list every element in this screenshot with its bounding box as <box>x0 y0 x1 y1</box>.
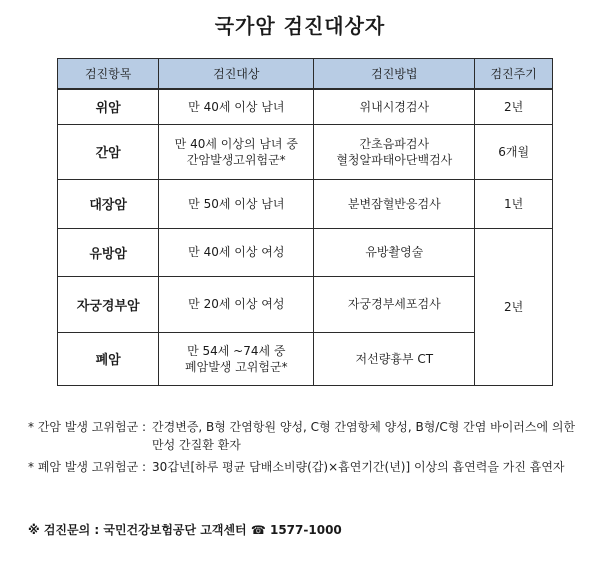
row-item: 폐암 <box>58 332 159 385</box>
page-title: 국가암 검진대상자 <box>214 14 386 38</box>
contact-label: ※ 검진문의 : 국민건강보험공단 고객센터 <box>28 523 247 537</box>
row-target: 만 54세 ~74세 중 폐암발생 고위험군* <box>159 332 314 385</box>
screening-table <box>57 58 553 386</box>
contact-info <box>28 521 342 538</box>
header-method: 검진방법 <box>314 59 475 90</box>
row-item: 간암 <box>58 124 159 179</box>
contact-phone: 1577-1000 <box>269 523 342 537</box>
header-item: 검진항목 <box>58 59 159 90</box>
row-item: 유방암 <box>58 228 159 276</box>
row-target: 만 50세 이상 남녀 <box>159 179 314 228</box>
row-target: 만 40세 이상 여성 <box>159 228 314 276</box>
row-target: 만 40세 이상 남녀 <box>159 89 314 124</box>
row-target: 만 20세 이상 여성 <box>159 276 314 332</box>
row-method: 간초음파검사 혈청알파태아단백검사 <box>314 124 475 179</box>
footnote-lung <box>28 458 578 476</box>
row-target: 만 40세 이상의 남녀 중 간암발생고위험군* <box>159 124 314 179</box>
footnote-text: 간경변증, B형 간염항원 양성, C형 간염항체 양성, B형/C형 간염 바이러스에 의한 만성 간질환 환자 <box>152 420 576 452</box>
row-item: 자궁경부암 <box>58 276 159 332</box>
row-method: 유방촬영술 <box>314 228 475 276</box>
footnote-text: 30갑년[하루 평균 담배소비량(갑)×흡연기간(년)] 이상의 흡연력을 가진 흡연자 <box>152 460 565 474</box>
table-row <box>58 179 553 228</box>
table-header-row <box>58 59 553 90</box>
row-method: 저선량흉부 CT <box>314 332 475 385</box>
footnote-label: * 간암 발생 고위험군 : <box>28 420 147 434</box>
row-item: 위암 <box>58 89 159 124</box>
footnote-liver <box>28 418 578 454</box>
footnote-label: * 폐암 발생 고위험군 : <box>28 460 147 474</box>
footnotes <box>28 418 578 480</box>
table-row <box>58 89 553 124</box>
table-row <box>58 228 553 276</box>
row-method: 위내시경검사 <box>314 89 475 124</box>
row-cycle: 2년 <box>475 89 553 124</box>
row-method: 분변잠혈반응검사 <box>314 179 475 228</box>
header-target: 검진대상 <box>159 59 314 90</box>
row-cycle: 2년 <box>475 228 553 385</box>
table-row <box>58 124 553 179</box>
row-method: 자궁경부세포검사 <box>314 276 475 332</box>
header-cycle: 검진주기 <box>475 59 553 90</box>
row-item: 대장암 <box>58 179 159 228</box>
telephone-icon: ☎ <box>250 523 266 537</box>
row-cycle: 1년 <box>475 179 553 228</box>
row-cycle: 6개월 <box>475 124 553 179</box>
